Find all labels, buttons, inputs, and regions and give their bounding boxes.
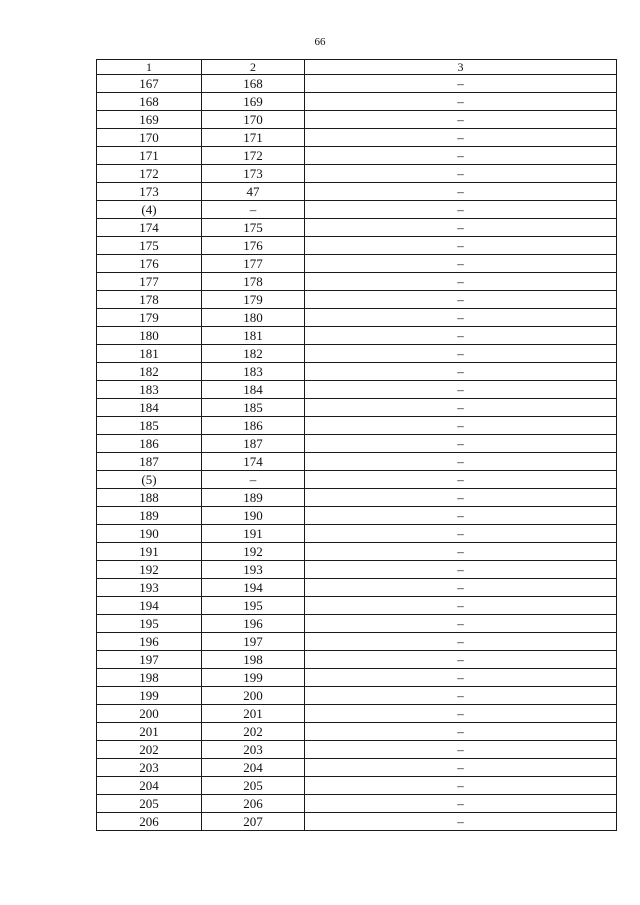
table-cell-col-2: 182 [202,345,305,363]
table-cell-col-2: 186 [202,417,305,435]
table-cell-col-1: 188 [97,489,202,507]
table-cell-col-3: – [305,309,617,327]
table-cell-col-2: 170 [202,111,305,129]
table-cell-col-2: 190 [202,507,305,525]
table-cell-col-1: 204 [97,777,202,795]
table-cell-col-1: 180 [97,327,202,345]
table-cell-col-1: 175 [97,237,202,255]
table-row [97,543,617,561]
table-cell-col-3: – [305,795,617,813]
table-cell-col-3: – [305,273,617,291]
table-row [97,111,617,129]
table-cell-col-2: 207 [202,813,305,831]
table-cell-col-3: – [305,543,617,561]
table-cell-col-2: 195 [202,597,305,615]
table-row [97,579,617,597]
table-row [97,507,617,525]
table-cell-col-2: 204 [202,759,305,777]
table-cell-col-2: 180 [202,309,305,327]
table-row [97,309,617,327]
page-number: 66 [314,36,326,48]
table-cell-col-3: – [305,381,617,399]
table-cell-col-2: – [202,201,305,219]
table-cell-col-1: 184 [97,399,202,417]
table-cell-col-2: 194 [202,579,305,597]
table-cell-col-2: 178 [202,273,305,291]
table-cell-col-1: 185 [97,417,202,435]
table-row [97,291,617,309]
table-cell-col-2: 176 [202,237,305,255]
table-row [97,759,617,777]
table-row [97,453,617,471]
table-cell-col-3: – [305,183,617,201]
table-cell-col-3: – [305,147,617,165]
table-cell-col-1: 205 [97,795,202,813]
table-cell-col-1: 203 [97,759,202,777]
table-cell-col-1: 173 [97,183,202,201]
table-cell-col-1: 172 [97,165,202,183]
table-row [97,651,617,669]
table-row [97,165,617,183]
table-cell-col-1: 190 [97,525,202,543]
table-row [97,417,617,435]
table-cell-col-3: – [305,525,617,543]
table-cell-col-1: 202 [97,741,202,759]
table-cell-col-3: – [305,219,617,237]
table-cell-col-1: 187 [97,453,202,471]
table-cell-col-2: 173 [202,165,305,183]
table-cell-col-2: 198 [202,651,305,669]
table-cell-col-1: 201 [97,723,202,741]
table-header-row [97,60,617,75]
table-cell-col-2: 189 [202,489,305,507]
table-cell-col-3: – [305,489,617,507]
table-cell-col-3: – [305,507,617,525]
table-cell-col-2: 171 [202,129,305,147]
table-row [97,219,617,237]
table-cell-col-1: 176 [97,255,202,273]
table-row [97,129,617,147]
table-cell-col-2: 175 [202,219,305,237]
table-cell-col-3: – [305,201,617,219]
table-cell-col-3: – [305,93,617,111]
table-row [97,183,617,201]
column-header-1: 1 [97,60,202,75]
table-row [97,687,617,705]
table-cell-col-3: – [305,111,617,129]
table-cell-col-1: 168 [97,93,202,111]
table-cell-col-1: 189 [97,507,202,525]
table-row [97,777,617,795]
table-cell-col-1: 198 [97,669,202,687]
table-row [97,75,617,93]
table-cell-col-2: 201 [202,705,305,723]
table-cell-col-2: 184 [202,381,305,399]
table-cell-col-3: – [305,237,617,255]
table-cell-col-3: – [305,813,617,831]
table-cell-col-3: – [305,129,617,147]
table-cell-col-2: 193 [202,561,305,579]
table-row [97,795,617,813]
table-row [97,147,617,165]
table-cell-col-1: 179 [97,309,202,327]
table-cell-col-3: – [305,75,617,93]
table-row [97,615,617,633]
table-cell-col-1: 194 [97,597,202,615]
table-cell-col-3: – [305,669,617,687]
table-cell-col-2: 187 [202,435,305,453]
table-row [97,255,617,273]
table-cell-col-1: 192 [97,561,202,579]
table-cell-col-2: 177 [202,255,305,273]
table-row [97,201,617,219]
table-cell-col-1: 186 [97,435,202,453]
table-row [97,597,617,615]
table-cell-col-1: 191 [97,543,202,561]
column-header-2: 2 [202,60,305,75]
table-cell-col-1: 193 [97,579,202,597]
table-cell-col-2: 191 [202,525,305,543]
table-cell-col-3: – [305,561,617,579]
table-cell-col-1: 199 [97,687,202,705]
table-cell-col-2: 197 [202,633,305,651]
number-table [96,59,617,831]
table-cell-col-2: 202 [202,723,305,741]
table-cell-col-2: 168 [202,75,305,93]
column-header-3: 3 [305,60,617,75]
table-cell-col-1: 195 [97,615,202,633]
table-cell-col-1: 171 [97,147,202,165]
table-cell-col-3: – [305,777,617,795]
table-row [97,669,617,687]
table-cell-col-3: – [305,651,617,669]
table-row [97,273,617,291]
table-cell-col-3: – [305,687,617,705]
table-cell-col-2: 200 [202,687,305,705]
table-cell-col-3: – [305,597,617,615]
table-cell-col-1: 182 [97,363,202,381]
table-cell-col-2: 185 [202,399,305,417]
table-cell-col-1: 181 [97,345,202,363]
table-cell-col-1: 183 [97,381,202,399]
table-row [97,435,617,453]
table-row [97,633,617,651]
table-row [97,489,617,507]
table-cell-col-3: – [305,327,617,345]
table-row [97,93,617,111]
table-cell-col-3: – [305,741,617,759]
table-row [97,381,617,399]
table-cell-col-3: – [305,723,617,741]
table-cell-col-2: 203 [202,741,305,759]
table-cell-col-3: – [305,435,617,453]
table-cell-col-1: 170 [97,129,202,147]
table-row [97,327,617,345]
table-cell-col-3: – [305,345,617,363]
table-cell-col-3: – [305,453,617,471]
table-cell-col-1: 206 [97,813,202,831]
table-row [97,813,617,831]
table-row [97,399,617,417]
table-cell-col-2: 205 [202,777,305,795]
table-cell-col-3: – [305,759,617,777]
table-row [97,345,617,363]
table-cell-col-3: – [305,615,617,633]
table-row [97,561,617,579]
table-cell-col-3: – [305,291,617,309]
table-cell-col-2: 47 [202,183,305,201]
table-cell-col-1: 167 [97,75,202,93]
table-cell-col-2: 181 [202,327,305,345]
table-cell-col-3: – [305,579,617,597]
table-cell-col-1: 200 [97,705,202,723]
table-row [97,723,617,741]
table-cell-col-3: – [305,363,617,381]
table-cell-col-1: (5) [97,471,202,489]
table-cell-col-1: 197 [97,651,202,669]
table-row [97,741,617,759]
table-cell-col-3: – [305,471,617,489]
table-cell-col-1: 174 [97,219,202,237]
table-cell-col-2: 172 [202,147,305,165]
table-cell-col-3: – [305,399,617,417]
table-cell-col-2: 179 [202,291,305,309]
table-cell-col-2: 169 [202,93,305,111]
table-cell-col-1: 196 [97,633,202,651]
table-row [97,237,617,255]
table-body [97,75,617,831]
table-row [97,471,617,489]
table-cell-col-2: 206 [202,795,305,813]
table-cell-col-2: – [202,471,305,489]
table-cell-col-3: – [305,255,617,273]
table-cell-col-1: 177 [97,273,202,291]
table-cell-col-1: (4) [97,201,202,219]
table-row [97,363,617,381]
table-cell-col-2: 174 [202,453,305,471]
table-cell-col-3: – [305,633,617,651]
table-cell-col-3: – [305,705,617,723]
table-cell-col-2: 192 [202,543,305,561]
table-cell-col-1: 169 [97,111,202,129]
table-cell-col-2: 199 [202,669,305,687]
table-cell-col-1: 178 [97,291,202,309]
table-cell-col-3: – [305,165,617,183]
table-cell-col-3: – [305,417,617,435]
table-cell-col-2: 183 [202,363,305,381]
table-row [97,705,617,723]
table-cell-col-2: 196 [202,615,305,633]
table-row [97,525,617,543]
